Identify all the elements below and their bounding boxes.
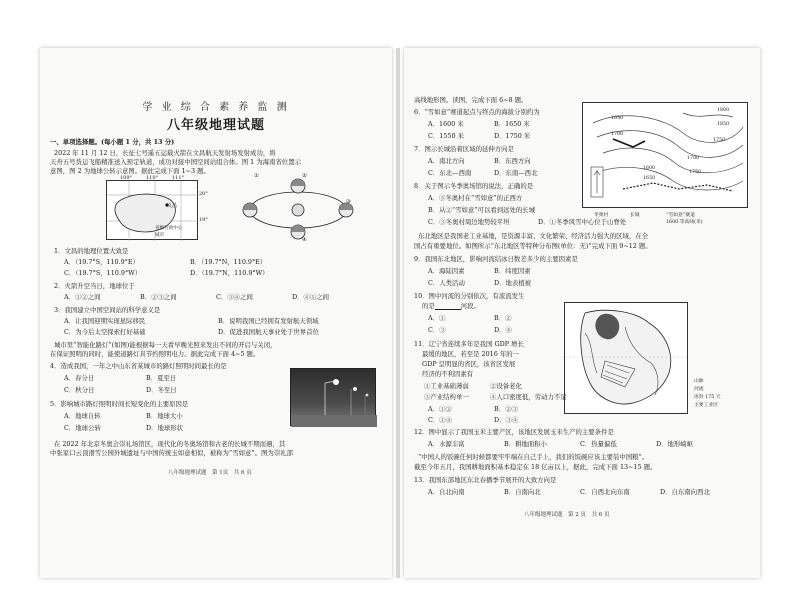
- option-c[interactable]: C．热量偏低: [580, 440, 617, 448]
- question-11-line: 最缓的地区，若至是 2016 年的一: [422, 350, 520, 358]
- northeast-map-figure: [564, 302, 688, 414]
- orbit-position-label: ③: [346, 199, 351, 205]
- orbit-position-label: ①: [254, 173, 259, 179]
- question-1: 1．文昌的地理位置大致是: [54, 247, 129, 255]
- option-c[interactable]: C．（19.7°S，110.9°W）: [64, 269, 142, 277]
- option-c[interactable]: C．③④之间: [216, 293, 253, 301]
- hainan-map-figure: [106, 180, 198, 240]
- option-d[interactable]: D．冬至日: [146, 386, 177, 394]
- option-b[interactable]: B．②: [494, 314, 512, 322]
- contour-map-figure: [582, 102, 748, 208]
- latitude-label: 20°: [199, 191, 208, 197]
- latitude-label: 19°: [199, 217, 208, 223]
- option-b[interactable]: B．②③: [494, 405, 518, 413]
- option-c[interactable]: C．为今后太空探索打好基础: [64, 328, 146, 336]
- question-11-line: GDP 呈明显的省区，该省区发展: [422, 360, 516, 368]
- option-c[interactable]: C．①④: [428, 416, 453, 424]
- contour-label: 1850: [717, 122, 730, 127]
- legend-label: 山脉: [694, 379, 704, 384]
- option-d[interactable]: D．④①之间: [292, 293, 330, 301]
- legend-label: 1600 等高线(米): [666, 220, 703, 225]
- question-12: 12．图中显示了我国玉米主要产区，该地区发展玉米生产的主要条件是: [414, 428, 614, 436]
- orbit-position-label: ④: [302, 237, 307, 243]
- question-11-line: 经济的不利因素有: [422, 370, 474, 378]
- intro-line: “中国人的饭碗任何时候都要牢牢端在自己手上，我们的饭碗应该主要装中国粮”。: [418, 453, 649, 461]
- factor-item: ④人口密度低，劳动力不足: [490, 393, 567, 401]
- option-c[interactable]: C．东北—西南: [428, 169, 472, 177]
- longitude-label: 109°: [120, 175, 133, 181]
- option-c[interactable]: C．地球公转: [64, 424, 101, 432]
- street-lamp-photo: [290, 368, 376, 426]
- intro-line: 在 2022 年北京冬奥会崇礼场馆区，现代化的冬奥场馆和古老的长城不期而遇，其: [54, 440, 286, 448]
- intro-line: 中张家口云顶滑雪公园外城遗址与中国传统玉如意相似，被称为“雪如意”。图为崇礼部: [50, 449, 293, 457]
- question-13: 13．我国东部地区东北春播季节展开的大致方向是: [414, 476, 557, 484]
- option-d[interactable]: D．④: [494, 326, 512, 334]
- question-7: 7．图示长城沿着区域的延伸方向是: [414, 145, 514, 153]
- option-b[interactable]: B．耕地面积小: [504, 440, 548, 448]
- page-footer: 八年级地理试题 第 1页 共 6 页: [168, 470, 252, 476]
- option-c[interactable]: C．1550 米: [428, 132, 464, 140]
- option-b[interactable]: B．②③之间: [140, 293, 177, 301]
- question-11: 11．辽宁省连续多年是我国 GDP 增长: [414, 340, 524, 348]
- page-footer: 八年级地理试题 第 2 页 共 6 页: [524, 512, 610, 518]
- option-a[interactable]: A．自北向南: [428, 488, 465, 496]
- option-a[interactable]: A．海陆因素: [428, 267, 465, 275]
- option-b[interactable]: B．东西方向: [494, 157, 531, 165]
- longitude-label: 111°: [172, 175, 185, 181]
- option-c[interactable]: C．人类活动: [428, 279, 465, 287]
- option-b[interactable]: B．从②“雪如意”可以看到远处的长城: [428, 206, 536, 214]
- option-c[interactable]: C．③: [428, 326, 446, 334]
- question-6: 6．“雪如意”赛道起点与终点的海拔分别约为: [414, 108, 540, 116]
- intro-line: 意图，图 2 为地球公转示意图。据此完成下面 1~3 题。: [50, 167, 210, 175]
- question-5: 5．影响城市路灯照明时间长短变化的主要原因是: [50, 400, 189, 408]
- option-c[interactable]: C．秋分日: [64, 386, 95, 394]
- city-label: 文昌: [167, 203, 178, 209]
- contour-label: 1750: [713, 138, 726, 143]
- factor-item: ③产业结构单一: [424, 393, 469, 401]
- option-d[interactable]: D．地形崎岖: [656, 440, 694, 448]
- option-d[interactable]: D．自东南向西北: [660, 488, 710, 496]
- legend-label: 河流: [694, 387, 704, 392]
- longitude-label: 110°: [146, 175, 159, 181]
- earth-orbit-figure: [236, 176, 360, 242]
- intro-line: 城市里“智能化路灯”(如图)能根据每一天看早晚光照来发出不同的开启与关闭，: [54, 341, 277, 349]
- legend-label: 城市: [155, 233, 165, 238]
- intro-line: 天舟五号货运飞船精准送入预定轨道，成功对接中国空间站组合体。图 1 为海南省位置示: [50, 158, 301, 166]
- contour-label: 1650: [611, 116, 624, 121]
- option-d[interactable]: D．东南—西北: [494, 169, 538, 177]
- book-spine: [396, 48, 400, 578]
- legend-label: 冬奥村: [594, 213, 609, 218]
- factor-item: ②设备老化: [490, 382, 522, 390]
- option-a[interactable]: A．水源丰富: [428, 440, 465, 448]
- question-9: 9．我国东北地区，影响河流结冰日数差多少的主要因素是: [414, 255, 578, 263]
- legend-label: 冰封 175 天: [694, 395, 721, 400]
- legend-label: 长城: [630, 213, 640, 218]
- option-d[interactable]: D．1750 米: [494, 132, 531, 140]
- contour-label: 1600: [643, 166, 656, 171]
- option-d[interactable]: D．促进我国航天事业处于世界首位: [218, 328, 319, 336]
- factor-item: ①工业基础薄弱: [424, 382, 469, 390]
- contour-label: 1700: [687, 156, 700, 161]
- option-d[interactable]: D．（19.7°N，110.9°W）: [190, 269, 269, 277]
- option-a[interactable]: A．①: [428, 314, 446, 322]
- question-10-line2: 的是 河段。: [422, 302, 480, 310]
- contour-label: 1800: [717, 108, 730, 113]
- exam-header: 学 业 综 合 素 养 监 测: [142, 102, 290, 113]
- option-a[interactable]: A．①②: [428, 405, 452, 413]
- intro-line: 高线地形图。读图，完成下面 6~8 题。: [414, 96, 528, 104]
- intro-line: 东北地区是我国老工业基地，是资源丰富、文化繁荣、经济活力强大的区域，在全: [418, 232, 649, 240]
- option-a[interactable]: A．①②之间: [64, 293, 101, 301]
- legend-label: 主要工业区: [694, 403, 718, 408]
- northeast-map-graphic: [565, 303, 689, 415]
- question-2: 2．火箭升空当日，地球位于: [54, 282, 135, 290]
- option-d[interactable]: D．地表植被: [494, 279, 532, 287]
- contour-map-graphic: [583, 103, 749, 209]
- question-4: 4．造成我国，一年之中山东省某城市的路灯照明时间最长的是: [50, 362, 227, 370]
- option-d[interactable]: D．地球形状: [146, 424, 184, 432]
- contour-label: 1700: [611, 132, 624, 137]
- orbit-position-label: ②: [302, 173, 307, 179]
- option-a[interactable]: A．地球自转: [64, 412, 101, 420]
- hainan-map-graphic: [107, 181, 199, 241]
- option-b[interactable]: B．纬度因素: [494, 267, 531, 275]
- option-a[interactable]: A．1600 米: [428, 120, 464, 128]
- contour-label: 1750: [689, 170, 702, 175]
- intro-line: 国占有重要地位。如图所示“东北地区等特种分布图(单位：无)”完成下面 9~12 题。: [414, 242, 652, 250]
- option-b[interactable]: B．夏至日: [146, 374, 177, 382]
- option-a[interactable]: A．南北方向: [428, 157, 465, 165]
- section-heading: 一、单项选择题。(每小题 1 分，共 13 分): [50, 138, 175, 146]
- option-b[interactable]: B．地球大小: [146, 412, 183, 420]
- intro-line: 2022 年 11 月 12 日，长征七号遥五运载火箭在文昌航天发射场发射成功，将: [54, 149, 276, 157]
- intro-line: 在保证照明的同时，能使道路灯具节约照明电力。据此完成下面 4~5 题。: [50, 350, 260, 358]
- exam-title: 八年级地理试题: [166, 118, 265, 133]
- intro-line: 截至今年五月，我国耕地面积基本稳定在 18 亿亩以上，据此，完成下面 13~15 题。: [414, 463, 657, 471]
- option-d[interactable]: D．①冬季风雪中心位于山脊处: [538, 218, 627, 226]
- option-b[interactable]: B．说明我国已经拥有发射航天领域: [218, 317, 319, 325]
- option-b[interactable]: B．（19.7°N，110.9°E）: [190, 258, 267, 266]
- answer-blank[interactable]: [435, 304, 461, 310]
- option-d[interactable]: D．③④: [494, 416, 519, 424]
- option-a[interactable]: A．（19.7°S，110.9°E）: [64, 258, 139, 266]
- contour-label: 1650: [643, 176, 656, 181]
- legend-label: 省级行政中心: [155, 226, 183, 231]
- question-8: 8．关于图示冬季奥场馆的说法，正确的是: [414, 182, 534, 190]
- option-c[interactable]: C．自西北向东南: [580, 488, 630, 496]
- option-c[interactable]: C．③冬奥村周边地势较平坦: [428, 218, 510, 226]
- option-b[interactable]: B．1650 米: [494, 120, 530, 128]
- question-3: 3．我国建立中国空间站的科学意义是: [54, 306, 161, 314]
- question-10: 10．图中河流的分别依次，有流流发生: [414, 292, 525, 300]
- option-a[interactable]: A．③冬奥村在“雪如意”的正西方: [428, 194, 523, 202]
- legend-label: “雪如意”赛道: [666, 213, 695, 218]
- right-page: [404, 48, 760, 578]
- option-b[interactable]: B．自南向北: [504, 488, 541, 496]
- left-page: [40, 48, 392, 578]
- option-a[interactable]: A．让我国迎期实现星际移民: [64, 317, 146, 325]
- option-a[interactable]: A．春分日: [64, 374, 95, 382]
